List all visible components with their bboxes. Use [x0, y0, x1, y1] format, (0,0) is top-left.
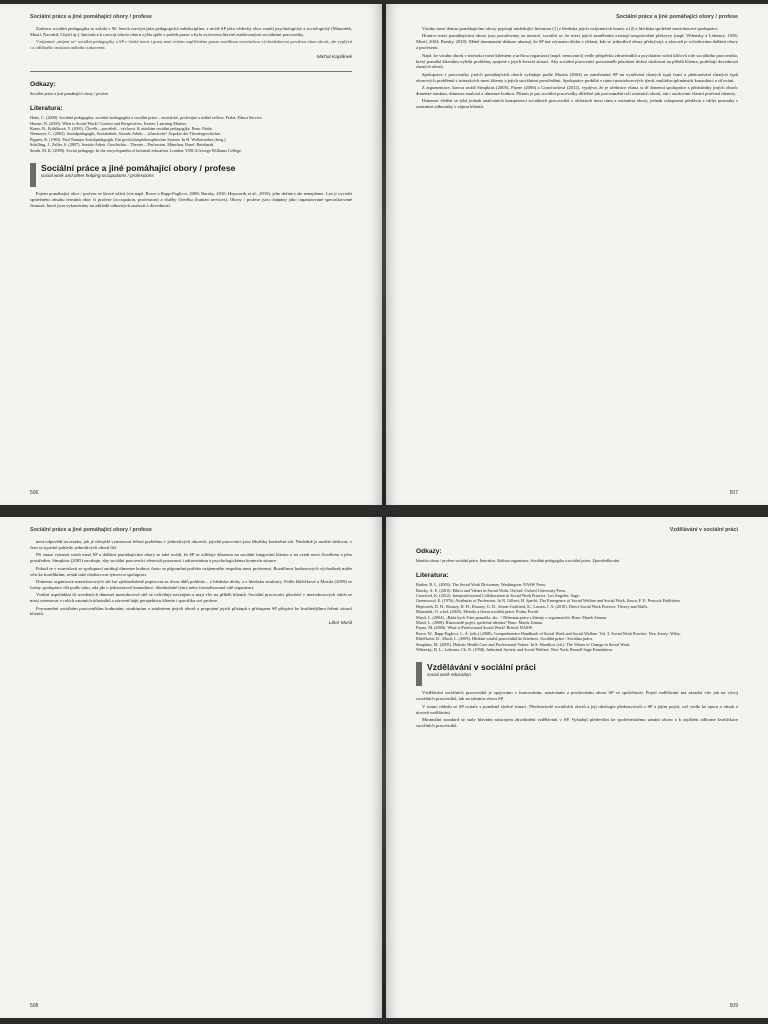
odkazy-heading: Odkazy: [30, 81, 56, 89]
odkazy-text: Sociální práce a jiné pomáhající obory / profese [30, 90, 109, 96]
reference-item: Barsky, A. E. (2010). Ethics and Values in Social Work. Oxford: Oxford University Press. [416, 587, 567, 593]
reference-list [416, 582, 738, 652]
reference-item: Schilling, J., Zeller, S. (2007). Soziale Arbeit. Geschichte – Theorie – Profession. München, Basel: Reinhardt. [30, 142, 215, 148]
paragraph: Pokud se v souvislosti se spoluprací zmiňují dimenze hodnot, často se připomíná potřeba vzájemného respektu mezi profesemi. Rozdílnost hodnotových východisek může vést ke konfliktům, avšak také obohacovat týmovou spolupráci. [30, 565, 352, 577]
running-head: Sociální práce a jiné pomáhající obory / profese [30, 527, 152, 533]
reference-item: Payne, M. (2006). What is Professional Social Work? Bristol: BASW. [416, 625, 533, 631]
literatura-heading: Literatura: [416, 572, 449, 580]
paragraph: Vzájemné „míjení se“ sociální pedagogiky a SP v české teorii i praxi není ovšem zapříčiněno pouze rozdílnou teoretickou východiskovou povahou obou oborů, ale vyplývá i z odlišného institucionálního zakotvení. [30, 39, 352, 51]
running-head: Sociální práce a jiné pomáhající obory / profese [30, 14, 152, 20]
literatura-heading: Literatura: [30, 105, 63, 113]
paragraph: Dimenze vědění se týká jednak znalostních kompetencí sociálních pracovníků v oblastech mezi nimi a ostatními obory, jednak schopnosti předávat a sdílet poznatky s ostatními odborníky v zájmu klientů. [416, 98, 738, 110]
divider [30, 71, 352, 72]
reference-item: Horner, N. (2005). What is Social Work? Context and Perspectives. Exeter: Learning Matters. [30, 120, 188, 126]
section-title-block [30, 163, 352, 187]
top-spread [0, 4, 768, 505]
paragraph: Dimenze organizace mezioborových sítí lze zjednodušeně popisovat ze dvou úhlů pohledu – z hlediska úlohy a z hlediska struktury. Podle Růžičkové a Musila (2009) se formy spolupráce liší podle toho, zda jde o jednorázové konzultace, dlouhodobé týmy nebo formalizované sítě organizací. [30, 578, 352, 590]
paragraph: Při snaze vymezit vztah mezi SP a dalšími pomáhajícími obory se také uvádí, že SP se odlišuje důrazem na sociální fungování klienta a na vztah mezi člověkem a jeho prostředím. Simpkins (2005) navrhuje, aby sociální pracovníci věnovali pozornost i zdravotnímu a psychologickému kontextu situace. [30, 552, 352, 564]
page-508 [0, 517, 382, 1018]
paragraph: Z argumentace, kterou uvádí Simpkins (2005), Payne (2006) a Crawfordová (2012), vyplývá, že je učebnice všima si tří dimenzí spolupráce s příslušníky jiných oborů: dimenze struktur, dimenze znalostí a dimenze hodnot. Přitom je pro sociální pracovníky důležité jak porozumění roli ostatních oborů, tak i zachování vlastní profesní identity. [416, 85, 738, 97]
reference-item: Pippert, R. (1983). Paul Natorps Sozialpädagogik. Ein geschichtsphilosophisches System. In H. Wollenweber (hrsg.) [30, 136, 226, 142]
reference-list [30, 115, 352, 153]
reference-item: Kraus, B., Poláčková, V. (2001). Člověk – prostředí – výchova. K otázkám sociální pedagogiky. Brno: Paido. [30, 125, 213, 131]
page-number: 509 [729, 1003, 738, 1010]
bottom-spread [0, 517, 768, 1018]
section-marker [416, 662, 422, 686]
page-506 [0, 4, 382, 505]
paragraph: Vnitřní uspořádání tří uvedených dimenzí mezioborové sítě se ovlivňuje navzájem a mají vliv na příběh klientů. Sociální pracovníci působící v mezioborových sítích se musí orientovat v rolích ostatních účastníků a zároveň hájit perspektivu klienta i specifika své profese. [30, 592, 352, 604]
page-number: 506 [30, 490, 39, 497]
author-signature: Libor Musil [328, 621, 352, 627]
paragraph: Minimální standard se staly hlavním nástrojem zkvalitnění vzdělávání v SP. Vyžadují především ke společenskému uznání oboru a k zajištění odborné kvalifikace sociálních pracovníků. [416, 717, 738, 728]
paragraph: Zatímco sociální pedagogika se začala v 90. letech rozvíjet jako pedagogická subdisciplína, z nichž SP jako vědecký obor vznikl psychologický a sociologický (Matoušek, Musil, Navrátil, Chytil aj.). Iniciativa k rozvoji tohoto oboru vyšla spíše z potřeb praxe a byla vyslovena hlavně etablovanými sociálními pracovníky. [30, 26, 352, 37]
section-subtitle: social work education [427, 672, 471, 678]
reference-item: Wilensky, H. L., Lebeaux, Ch. N. (1958). Industrial Society and Social Welfare. New York: Russell Sage Foundation. [416, 646, 613, 652]
reference-item: Rowe, W., Rapp-Paglicci, L. A. (eds.) (2008). Comprehensive Handbook of Social Work and Social Welfare. Vol. 3. Social Work Practice. New Jersey: Wiley. [416, 630, 681, 636]
section-subtitle: social work and other helping occupations / professions [41, 172, 154, 178]
reference-item: Greenwood, E. (1976). Attributes of Profession. In N. Gilbert, H. Specht. The Emergence of Social Welfare and Social Work. Itasca: F. E. Peacock Publishers. [416, 598, 682, 604]
running-head: Vzdělávání v sociální práci [669, 527, 738, 533]
paragraph: Pojem pomáhající obor / profese se širocé užívá (viz např. Rowe a Rapp-Paglicci, 2008; Barsky, 2010; Hepworth et al., 2010), jeho definici ale nenajdeme. Lze ji vyvodit společném obsahu termínů obor či profese (occupation, profession) a služby člověku (human services). Obory / profese jsou chápány jako organizované specializované činnosti, které jsou vykonávány na základě odborných znalostí a dovedností. [30, 190, 352, 208]
page-507 [386, 4, 768, 505]
paragraph: Porozumění sociálním pracovníkům hodnotám, strukturám a znalostem jiných oborů a propojení jejich přístupů s přístupem SP přispívá ke kvalitnějšímu řešení situací klientů. [30, 605, 352, 617]
section-title-block [416, 662, 738, 686]
reference-item: Hatie, C. (2009). Sociální pedagogika, sociální andragogika a sociální práce – teoretické, profesijné a reálné reflexe. Praha: Educa Service. [30, 115, 263, 121]
paragraph: Např. ke vztahu oborů v interakci mezi klientem a určitou organizací (např. nemocnicí) vedle příspěvku zdravotníků a psychiatrie stává klíčová role sociálního pracovníka, který pomáhá klientům vyřešit problémy spojené s jejich životní situací. Aby sociální pracovníci porozuměli působení těchto okolností na příběh klienta, potřebují dovednosti různých oborů. [416, 52, 738, 70]
reference-item: Simpkins, M. (2005). Holistic Health Care and Professional Values. In S. Shardlow (ed.): The Values of Change in Social Work. [416, 641, 631, 647]
page-509 [386, 517, 768, 1018]
reference-item: Niemeyer, C. (2002). Sozialpädagogik, Sozialarbeit, Soziale Arbeit – „klassische“ Aspekte der Theoriegeschichte. [30, 131, 222, 137]
paragraph: Spolupráce s pracovníky jiných pomáhajících oborů vyžaduje podle Musila (2004) ze zaměstnání SP na využívání různých typů fanci a překonávání různých typů oborových problémů v interakcích mezi klienty a jejich sociálními prostředími. Spolupráce probíhá v rámci mezioborových týmů, multidisciplinárních konzultací a síťování. [416, 71, 738, 83]
paragraph: Vzdělávání sociálních pracovníků je spojováno s formováním, uznáváním a posilováním oboru SP ve společnosti. Pojetí vzdělávání má zásadní vliv jak na vývoj sociálních pracovníků, tak na identitu oboru SP. [416, 690, 738, 702]
reference-item: Musil, L. (2008). Různorodé pojetí, společná identita? Brno: Marek Zeman. [416, 619, 544, 625]
section-marker [30, 163, 36, 187]
odkazy-text: Identita oboru / profese sociální práce, Interakce, Kultura organizace, Sociální pedagogika a sociální práce, Zprostředkování [416, 557, 620, 563]
odkazy-heading: Odkazy: [416, 548, 442, 555]
reference-item: Crawford, K. (2012). Interprofessional Collaboration in Social Work Practice. Los Angeles: Sage. [416, 592, 580, 598]
page-number: 507 [729, 490, 738, 497]
paragraph: Vztahy mezi těmito pomáhajícími obory popisují následující literatura (1) z hlediska jejich vzájemných hranic a (2) z hlediska společné mezioborové spolupráce. [422, 26, 719, 31]
paragraph: není odpovědí na otázku, jak je obvyklé vymezovat řešení problému v jednotlivých oborech, jejichž pracovníci jsou lékařsky konkrétní síti. Následně je možné sledovat, v čem se typické pohledy jednotlivých oborů liší. [30, 539, 352, 550]
reference-item: Hepworth, D. H., Rooney, R. H., Rooney, G. D., Strom-Gottfried, K., Larsen, J. A. (2010). Direct Social Work Practice. Theory and Skills. [416, 603, 649, 609]
page-number: 508 [30, 1003, 39, 1010]
reference-item: Barker, R. L. (2003). The Social Work Dictionary. Washington: NASW Press. [416, 582, 547, 588]
reference-item: Musil, L. (2004). „Ráda bych Vám pomohla, ale...“ Dilemata práce s klienty v organizacích. Brno: Marek Zeman. [416, 614, 607, 620]
reference-item: Matoušek, O. a kol. (2003). Metody a řízení sociální práce. Praha: Portál. [416, 609, 539, 615]
running-head: Sociální práce a jiné pomáhající obory / profese [616, 14, 738, 20]
section-title: Sociální práce a jiné pomáhající obory / profese [41, 162, 236, 173]
reference-item: Růžičková, D., Musil, L. (2009). Hledání vztahů pracovníků ke klientovi. Sociální práce / Sociálna práca. [416, 636, 593, 642]
paragraph: Hranice mezi pomáhajícími obory jsou považovány za neostré, sociální se, že mezi jejich zaměřením existují neoprávněné překryvy (např. Wilensky a Lebeaux, 1958; Musil, 2004; Barsky, 2010). Méně dominantní diskuse ukazují, že SP má výraznou úlohu v oblasti, kde se jednotlivé obory překrývají, a zároveň je ovlivňována dalšími obory a profesemi. [416, 33, 738, 51]
author-signature: Michal Kaplánek [316, 55, 352, 61]
paragraph: V tomto ohledu se SP ocitala v poměrně složité situaci. Představitelé sociálních oborů a její ideologie představovali o SP a jejím pojetí, což vedlo ke sporu o obsah a úroveň vzdělávání. [416, 703, 738, 715]
reference-item: Smith, M. K. (2009). Social pedagogy. In the encyclopaedia of informal education. London: YMCA George Williams College. [30, 147, 242, 153]
section-title: Vzdělávání v sociální práci [427, 662, 536, 673]
